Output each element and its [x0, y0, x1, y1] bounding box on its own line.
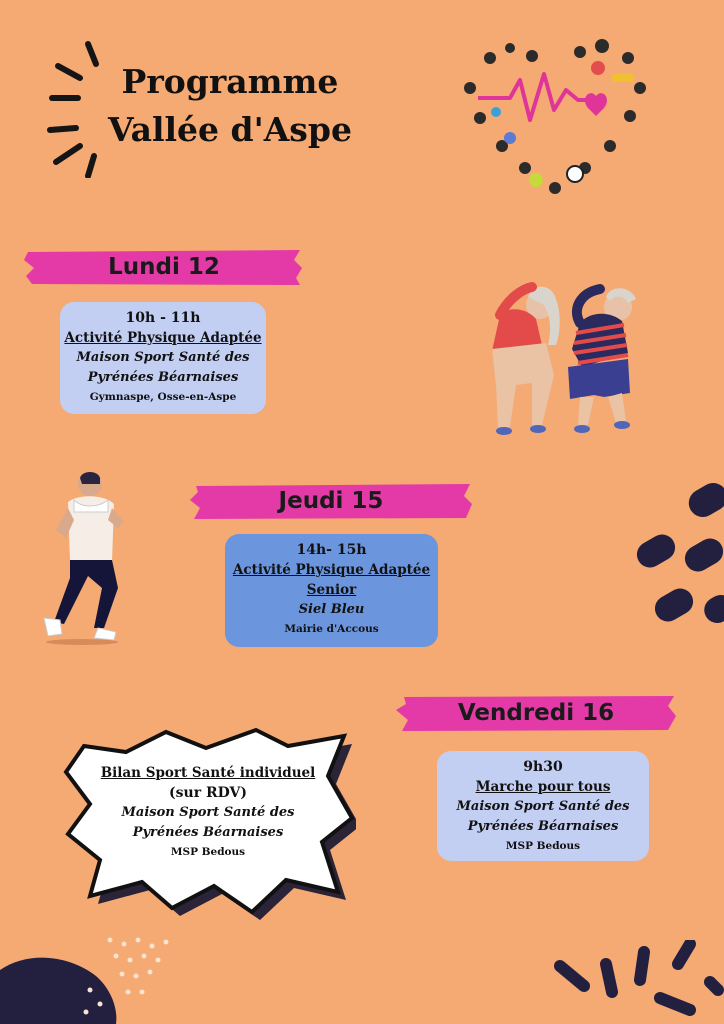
bilan-box [86, 763, 330, 861]
bilan-organizer: Maison Sport Santé des [121, 805, 295, 820]
event-activity: Activité Physique Adaptée [232, 562, 431, 578]
jogging-woman-illustration [38, 468, 138, 648]
day-banner-vendredi [396, 694, 676, 732]
bilan-organizer: Pyrénées Béarnaises [132, 825, 284, 840]
day-label: Lundi 12 [108, 254, 220, 280]
bilan-title: Bilan Sport Santé individuel [100, 765, 316, 781]
day-banner-lundi [24, 248, 304, 286]
event-activity: Marche pour tous [475, 779, 611, 795]
event-card-jeudi [225, 534, 438, 647]
event-time: 10h - 11h [125, 310, 201, 326]
stretching-seniors-illustration [470, 275, 660, 440]
title-line-1: Programme [121, 62, 339, 101]
event-activity: Activité Physique Adaptée [64, 330, 262, 346]
event-activity: Senior [306, 582, 357, 598]
event-organizer: Maison Sport Santé des [76, 350, 250, 365]
page-title [100, 58, 360, 154]
event-time: 9h30 [523, 759, 563, 775]
event-organizer: Maison Sport Santé des [456, 799, 630, 814]
bilan-subtitle: (sur RDV) [169, 785, 247, 801]
sunburst-lines-icon [44, 38, 104, 178]
decorative-strokes-icon [540, 940, 724, 1024]
day-banner-jeudi [190, 482, 472, 520]
sports-heart-icon [450, 28, 660, 208]
event-location: Gymnaspe, Osse-en-Aspe [89, 391, 237, 403]
event-organizer: Pyrénées Béarnaises [87, 370, 239, 385]
bilan-location: MSP Bedous [170, 846, 246, 858]
event-card-vendredi [437, 751, 649, 861]
decorative-pills-icon [630, 478, 724, 632]
event-organizer: Pyrénées Béarnaises [467, 819, 619, 834]
day-label: Vendredi 16 [457, 700, 615, 726]
title-line-2: Vallée d'Aspe [108, 110, 352, 149]
event-location: MSP Bedous [505, 840, 581, 852]
event-card-lundi [60, 302, 266, 414]
decorative-blob-icon [0, 930, 200, 1024]
day-label: Jeudi 15 [278, 488, 384, 514]
event-location: Mairie d'Accous [284, 623, 379, 635]
event-organizer: Siel Bleu [298, 602, 365, 617]
event-time: 14h- 15h [296, 542, 367, 558]
